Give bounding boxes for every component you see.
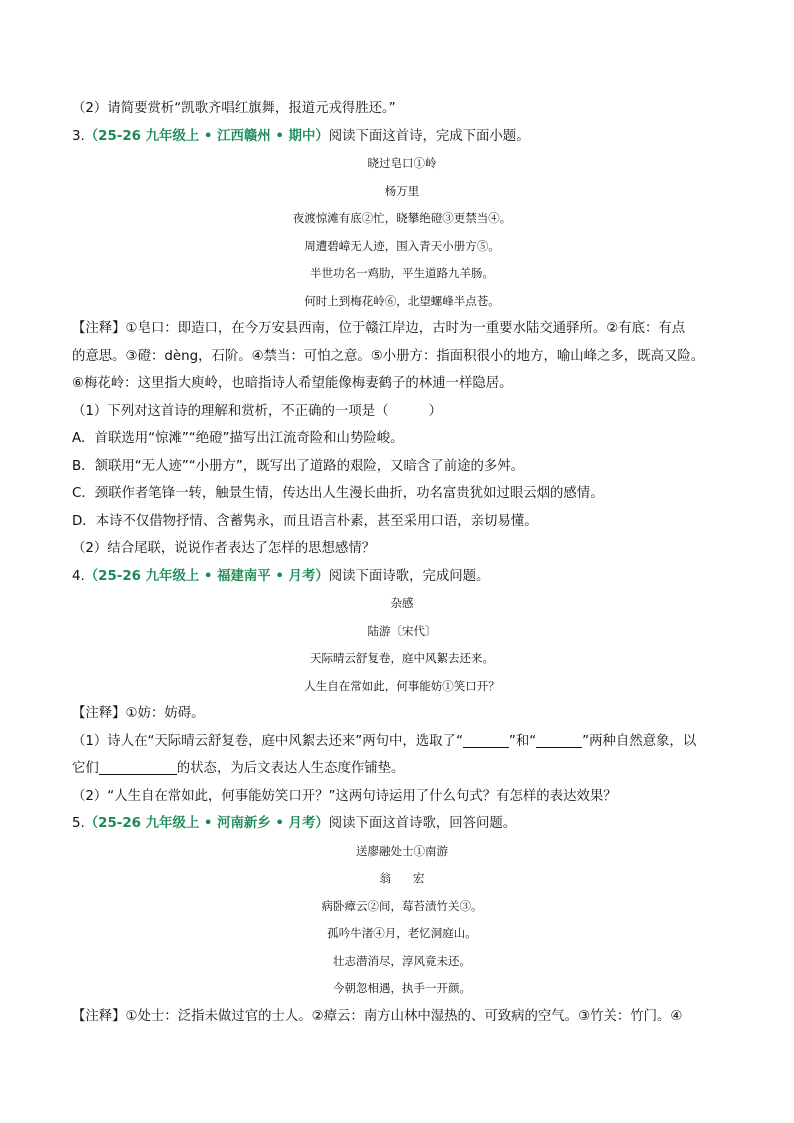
- option-d: D．本诗不仅借物抒情、含蓄隽永，而且语言朴素，甚至采用口语，亲切易懂。: [72, 513, 538, 529]
- question-3-header: [72, 123, 724, 151]
- poem-title: 送廖融处士①南游: [356, 843, 448, 858]
- option-b: B．颔联用“无人迹”“小册方”，既写出了道路的艰险，又暗含了前途的多舛。: [72, 458, 525, 474]
- fill-blank[interactable]: [99, 760, 177, 775]
- question-number: 5.: [72, 816, 85, 831]
- poem-line: 病卧瘴云②间，莓苔渍竹关③。: [321, 898, 483, 913]
- question-4-header: [72, 563, 724, 591]
- question-source: （25-26 九年级上 • 江西赣州 • 期中）: [84, 128, 329, 144]
- poem-line: 周遭碧嶂无人迹，围入青天小册方⑤。: [304, 238, 500, 253]
- fill-blank[interactable]: [463, 733, 509, 748]
- subquestion-1-cont: 它们 的状态，为后文表达人生态度作铺垫。: [72, 761, 405, 776]
- question-prompt: 阅读下面这首诗，完成下面小题。: [328, 128, 530, 144]
- q2-subquestion: （2）请简要赏析“凯歌齐唱红旗舞，报道元戎得胜还。”: [72, 101, 396, 116]
- poem-line: 天际晴云舒复卷，庭中风絮去还来。: [310, 651, 494, 665]
- question-prompt: 阅读下面这首诗歌，回答问题。: [328, 816, 517, 831]
- poem-line: 人生自在常如此，何事能妨①笑口开？: [304, 678, 500, 693]
- annotation-line: 【注释】①处士：泛指未做过官的士人。②瘴云：南方山林中湿热的、可致病的空气。③竹关：竹门。④: [72, 1008, 683, 1024]
- poem-line: 夜渡惊滩有底②忙，晓攀绝磴③更禁当④。: [292, 211, 512, 225]
- poem-title: 晓过皂口①岭: [367, 156, 437, 170]
- subquestion-2: （2）“人生自在常如此，何事能妨笑口开？”这两句诗运用了什么句式？有怎样的表达效果？: [72, 788, 617, 804]
- subquestion-1: （1）诗人在“天际晴云舒复卷，庭中风絮去还来”两句中，选取了“ ”和“ ”两种自然意象，以: [72, 733, 697, 749]
- question-number: 4.: [72, 568, 85, 584]
- poem-line: 孤吟牛渚④月，老忆洞庭山。: [327, 926, 477, 940]
- poem-line: 壮志潜消尽，淳风竟未还。: [333, 953, 471, 968]
- question-source: （25-26 九年级上 • 福建南平 • 月考）: [84, 568, 329, 584]
- poem-line: 今朝忽相遇，执手一开颜。: [333, 981, 471, 995]
- annotation-line: 的意思。③磴：dèng，石阶。④禁当：可怕之意。⑤小册方：指面积很小的地方，喻山峰之多，既高又险。: [72, 348, 705, 364]
- option-c: C．颈联作者笔锋一转，触景生情，传达出人生漫长曲折，功名富贵犹如过眼云烟的感情。: [72, 486, 604, 501]
- poem-title: 杂感: [390, 596, 414, 610]
- subquestion-2: （2）结合尾联，说说作者表达了怎样的思想感情？: [72, 541, 376, 556]
- question-5-header: [72, 810, 724, 838]
- annotation-line: 【注释】①妨：妨碍。: [72, 706, 205, 721]
- subquestion-1: （1）下列对这首诗的理解和赏析，不正确的一项是（ ）: [72, 403, 443, 419]
- option-a: A．首联选用“惊滩”“绝磴”描写出江流奇险和山势险峻。: [72, 431, 404, 446]
- document-page: [72, 95, 724, 1030]
- fill-blank[interactable]: [536, 733, 582, 748]
- question-prompt: 阅读下面诗歌，完成问题。: [328, 568, 490, 584]
- poem-line: 半世功名一鸡肋，平生道路九羊肠。: [310, 266, 494, 280]
- poem-author: 杨万里: [384, 183, 420, 198]
- poem-author: 陆游〔宋代〕: [367, 623, 437, 638]
- poem-author: 翁 宏: [379, 871, 425, 885]
- annotation-line: ⑥梅花岭：这里指大庾岭，也暗指诗人希望能像梅妻鹤子的林逋一样隐居。: [72, 376, 513, 391]
- annotation-line: 【注释】①皂口：即造口，在今万安县西南，位于赣江岸边，古时为一重要水陆交通驿所。②有底：有点: [72, 321, 686, 336]
- question-source: （25-26 九年级上 • 河南新乡 • 月考）: [84, 816, 329, 831]
- poem-line: 何时上到梅花岭⑥，北望螺峰半点苍。: [304, 293, 500, 308]
- question-number: 3.: [72, 128, 85, 144]
